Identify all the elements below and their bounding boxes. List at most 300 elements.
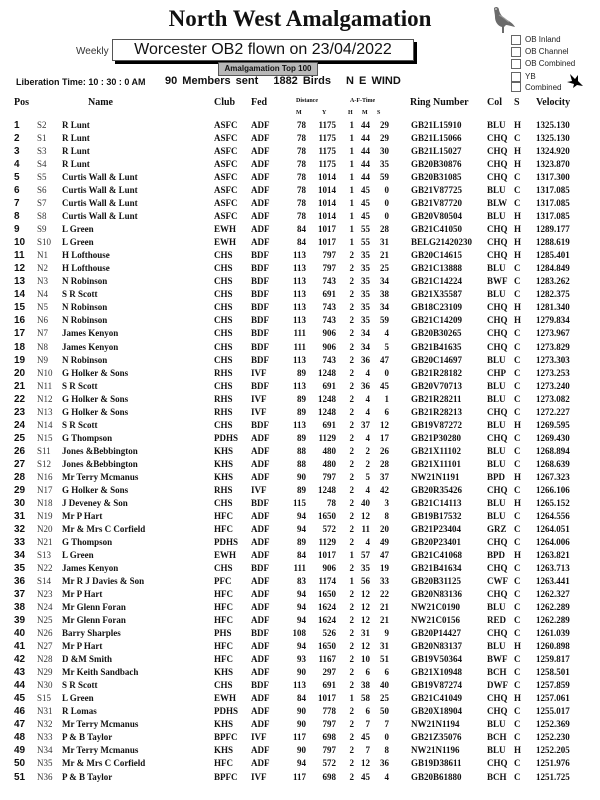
cell-sex: C <box>514 445 521 456</box>
cell-distance-miles: 89 <box>297 393 306 404</box>
cell-time-minutes: 5 <box>365 471 370 482</box>
cell-time-hours: 1 <box>349 237 354 248</box>
cell-distance-miles: 111 <box>293 328 306 339</box>
cell-position: 15 <box>14 302 26 314</box>
cell-distance-yards: 698 <box>322 771 336 782</box>
cell-position: 32 <box>14 523 26 535</box>
cell-colour: CHQ <box>487 589 508 600</box>
cell-ring-number: GB21R28182 <box>411 367 463 378</box>
cell-ring-number: GB21L15910 <box>411 120 462 130</box>
cell-time-hours: 2 <box>349 680 354 691</box>
cell-club: BPFC <box>214 771 238 782</box>
cell-club: RHS <box>214 393 233 404</box>
cell-member-name: Mr Glenn Foran <box>62 602 126 613</box>
cell-section: N34 <box>37 745 53 756</box>
cell-distance-miles: 78 <box>297 185 306 196</box>
cell-ring-number: GB19V87272 <box>411 419 463 430</box>
cell-section: N13 <box>37 406 53 417</box>
cell-time-seconds: 38 <box>380 289 389 300</box>
cell-distance-yards: 1624 <box>318 602 336 613</box>
cell-distance-yards: 480 <box>322 458 336 469</box>
cell-time-seconds: 3 <box>384 497 389 508</box>
cell-time-hours: 2 <box>349 302 354 313</box>
cell-sex: C <box>514 406 521 417</box>
cell-velocity: 1265.152 <box>536 497 570 508</box>
cell-colour: CHQ <box>487 432 508 443</box>
cell-member-name: Curtis Wall & Lunt <box>62 172 138 183</box>
table-row <box>0 380 600 393</box>
cell-time-minutes: 4 <box>365 367 370 378</box>
cell-colour: BLU <box>487 393 506 404</box>
cell-member-name: Jones &Bebbington <box>62 458 138 469</box>
cell-position: 16 <box>14 315 26 327</box>
cell-member-name: G Thompson <box>62 536 113 547</box>
cell-distance-miles: 117 <box>292 771 306 782</box>
cell-velocity: 1264.556 <box>536 510 570 521</box>
cell-velocity: 1262.289 <box>536 602 570 613</box>
cell-ring-number: GB20N83137 <box>411 641 463 652</box>
cell-ring-number: GB21X11101 <box>411 458 462 469</box>
cell-time-minutes: 31 <box>361 628 370 639</box>
checkbox-box[interactable] <box>511 59 521 69</box>
cell-time-hours: 1 <box>349 133 354 144</box>
cell-distance-miles: 90 <box>297 667 306 678</box>
cell-club: CHS <box>214 680 233 691</box>
cell-time-minutes: 35 <box>361 315 370 326</box>
cell-section: S14 <box>37 576 52 587</box>
checkbox-box[interactable] <box>511 82 521 92</box>
cell-position: 51 <box>14 771 26 783</box>
cell-time-hours: 2 <box>349 354 354 365</box>
table-row <box>0 393 600 406</box>
cell-distance-yards: 1650 <box>318 589 336 600</box>
cell-distance-yards: 1624 <box>318 615 336 626</box>
cell-colour: BWF <box>487 276 508 287</box>
cell-distance-miles: 78 <box>297 172 306 183</box>
cell-time-seconds: 34 <box>380 302 389 313</box>
table-row <box>0 744 600 757</box>
cell-time-hours: 2 <box>349 602 354 613</box>
cell-section: S6 <box>37 185 47 196</box>
cell-section: N25 <box>37 615 53 626</box>
cell-colour: BLU <box>487 497 506 508</box>
cell-ring-number: GB21L15066 <box>411 133 462 144</box>
race-title-box: Worcester OB2 flown on 23/04/2022 <box>112 39 414 61</box>
cell-club: ASFC <box>214 211 238 222</box>
cell-time-seconds: 0 <box>384 211 389 222</box>
cell-club: KHS <box>214 471 234 482</box>
cell-section: N23 <box>37 589 53 600</box>
cell-section: N11 <box>37 380 53 391</box>
cell-ring-number: GB21P30280 <box>411 432 462 443</box>
cell-time-seconds: 30 <box>380 146 389 157</box>
cell-time-minutes: 45 <box>361 211 370 222</box>
cell-club: HFC <box>214 758 233 769</box>
cell-velocity: 1268.639 <box>536 458 570 469</box>
cell-member-name: G Holker & Sons <box>62 484 129 495</box>
result-label: Amalgamation Top 100 <box>218 62 318 76</box>
cell-distance-miles: 89 <box>297 367 306 378</box>
cell-ring-number: GB21B41634 <box>411 563 462 574</box>
cell-member-name: S R Scott <box>62 289 98 300</box>
cell-sex: C <box>514 719 521 730</box>
cell-federation: ADF <box>251 693 270 704</box>
cell-sex: H <box>514 549 522 560</box>
table-row <box>0 549 600 562</box>
cell-member-name: R Lomas <box>62 706 97 717</box>
checkbox-ob-combined[interactable] <box>511 58 575 69</box>
cell-time-minutes: 55 <box>361 224 370 235</box>
cell-ring-number: GB20P23401 <box>411 536 462 547</box>
cell-distance-yards: 1174 <box>318 576 336 587</box>
cell-distance-miles: 84 <box>297 224 306 235</box>
cell-velocity: 1266.106 <box>536 484 570 495</box>
cell-club: RHS <box>214 367 233 378</box>
cell-member-name: S R Scott <box>62 680 98 691</box>
cell-sex: C <box>514 289 521 300</box>
cell-club: CHS <box>214 276 233 287</box>
cell-member-name: R Lunt <box>62 133 90 144</box>
cell-federation: ADF <box>251 185 270 196</box>
cell-velocity: 1317.085 <box>536 198 570 209</box>
cell-colour: CHQ <box>487 133 508 144</box>
header-distance-y: Y <box>322 110 327 116</box>
cell-time-hours: 2 <box>349 263 354 274</box>
table-row <box>0 705 600 718</box>
cell-distance-miles: 94 <box>297 615 306 626</box>
cell-distance-miles: 113 <box>292 289 306 300</box>
cell-federation: ADF <box>251 758 270 769</box>
cell-colour: BCH <box>487 732 507 743</box>
cell-section: N7 <box>37 328 48 339</box>
cell-time-seconds: 36 <box>380 758 389 769</box>
cell-colour: CHQ <box>487 302 508 313</box>
cell-colour: BPD <box>487 471 505 482</box>
cell-velocity: 1261.039 <box>536 628 570 639</box>
cell-time-hours: 2 <box>349 719 354 730</box>
cell-colour: CHQ <box>487 484 508 495</box>
cell-member-name: Mr Terry Mcmanus <box>62 719 139 730</box>
cell-distance-miles: 113 <box>292 354 306 365</box>
cell-time-minutes: 36 <box>361 380 370 391</box>
cell-time-minutes: 45 <box>361 198 370 209</box>
cell-colour: BCH <box>487 667 507 678</box>
cell-time-seconds: 45 <box>380 380 389 391</box>
cell-position: 48 <box>14 732 26 744</box>
cell-time-seconds: 29 <box>380 120 389 130</box>
cell-federation: ADF <box>251 237 270 248</box>
cell-time-hours: 2 <box>349 276 354 287</box>
cell-section: S2 <box>37 120 47 130</box>
cell-section: N19 <box>37 510 53 521</box>
cell-club: KHS <box>214 667 234 678</box>
cell-club: PDHS <box>214 536 239 547</box>
cell-federation: BDF <box>251 354 269 365</box>
cell-time-minutes: 34 <box>361 341 370 352</box>
cell-time-hours: 1 <box>349 693 354 704</box>
cell-colour: BLU <box>487 211 506 222</box>
cell-velocity: 1325.130 <box>536 133 570 144</box>
cell-velocity: 1258.501 <box>536 667 570 678</box>
cell-distance-miles: 84 <box>297 693 306 704</box>
cell-position: 8 <box>14 211 20 223</box>
cell-colour: BWF <box>487 654 508 665</box>
cell-time-hours: 2 <box>349 641 354 652</box>
cell-distance-miles: 78 <box>297 133 306 144</box>
cell-section: N29 <box>37 667 53 678</box>
cell-section: N27 <box>37 641 53 652</box>
cell-time-seconds: 25 <box>380 693 389 704</box>
cell-member-name: James Kenyon <box>62 341 119 352</box>
cell-distance-yards: 698 <box>322 732 336 743</box>
table-row <box>0 341 600 354</box>
cell-section: N6 <box>37 315 48 326</box>
cell-ring-number: GB20C14615 <box>411 250 463 261</box>
cell-time-minutes: 12 <box>361 602 370 613</box>
cell-member-name: Mr & Mrs C Corfield <box>62 758 146 769</box>
cell-colour: BLU <box>487 458 506 469</box>
cell-time-minutes: 35 <box>361 276 370 287</box>
table-row <box>0 145 600 158</box>
cell-sex: H <box>514 745 522 756</box>
cell-time-hours: 1 <box>349 185 354 196</box>
cell-velocity: 1317.300 <box>536 172 570 183</box>
cell-federation: ADF <box>251 523 270 534</box>
table-row <box>0 562 600 575</box>
cell-distance-yards: 78 <box>327 497 336 508</box>
cell-ring-number: GB19V50364 <box>411 654 463 665</box>
cell-time-seconds: 49 <box>380 536 389 547</box>
cell-time-minutes: 12 <box>361 510 370 521</box>
cell-time-seconds: 42 <box>380 484 389 495</box>
cell-time-minutes: 35 <box>361 302 370 313</box>
cell-distance-miles: 113 <box>292 276 306 287</box>
cell-velocity: 1268.894 <box>536 445 570 456</box>
cell-velocity: 1251.725 <box>536 771 570 782</box>
cell-velocity: 1262.289 <box>536 615 570 626</box>
cell-federation: ADF <box>251 159 270 170</box>
cell-time-minutes: 6 <box>365 706 370 717</box>
cell-colour: CHQ <box>487 536 508 547</box>
cell-velocity: 1325.130 <box>536 120 570 130</box>
cell-time-seconds: 1 <box>384 393 389 404</box>
cell-time-hours: 2 <box>349 484 354 495</box>
cell-distance-yards: 1014 <box>318 211 336 222</box>
cell-ring-number: GB20B30876 <box>411 159 462 170</box>
checkbox-box[interactable] <box>511 72 521 82</box>
cell-position: 12 <box>14 263 26 275</box>
cell-member-name: Curtis Wall & Lunt <box>62 185 138 196</box>
cell-velocity: 1317.085 <box>536 211 570 222</box>
cell-position: 6 <box>14 185 20 197</box>
cell-section: N2 <box>37 263 48 274</box>
cell-position: 21 <box>14 380 26 392</box>
cell-position: 37 <box>14 589 26 601</box>
header-aftime: A-F-Time <box>350 98 376 104</box>
cell-velocity: 1269.595 <box>536 419 570 430</box>
cell-distance-yards: 1650 <box>318 641 336 652</box>
cell-colour: CHQ <box>487 146 508 157</box>
cell-position: 13 <box>14 276 26 288</box>
checkbox-ob-channel[interactable] <box>511 46 575 57</box>
table-row <box>0 262 600 275</box>
table-row <box>0 458 600 471</box>
cell-ring-number: GB19D38611 <box>411 758 462 769</box>
cell-club: KHS <box>214 719 234 730</box>
report-title: North West Amalgamation <box>168 6 432 31</box>
cell-sex: C <box>514 367 521 378</box>
cell-ring-number: GB21C41068 <box>411 549 463 560</box>
cell-ring-number: GB21X35587 <box>411 289 463 300</box>
cell-distance-miles: 89 <box>297 432 306 443</box>
cell-section: N15 <box>37 432 53 443</box>
cell-ring-number: GB21R28213 <box>411 406 463 417</box>
cell-sex: C <box>514 667 521 678</box>
table-row <box>0 771 600 784</box>
cell-federation: ADF <box>251 432 270 443</box>
cell-distance-yards: 691 <box>322 380 336 391</box>
cell-time-seconds: 31 <box>380 237 389 248</box>
cell-colour: CHQ <box>487 706 508 717</box>
cell-federation: ADF <box>251 706 270 717</box>
cell-colour: BLU <box>487 120 506 130</box>
cell-distance-miles: 78 <box>297 198 306 209</box>
cell-distance-yards: 778 <box>322 706 336 717</box>
cell-distance-yards: 906 <box>322 341 336 352</box>
cell-distance-yards: 1175 <box>318 159 336 170</box>
cell-member-name: N Robinson <box>62 302 108 313</box>
cell-position: 17 <box>14 328 26 340</box>
cell-club: PHS <box>214 628 232 639</box>
cell-federation: ADF <box>251 224 270 235</box>
cell-time-hours: 2 <box>349 315 354 326</box>
cell-federation: ADF <box>251 667 270 678</box>
cell-federation: ADF <box>251 745 270 756</box>
cell-colour: CHQ <box>487 250 508 261</box>
cell-club: CHS <box>214 341 233 352</box>
cell-distance-miles: 78 <box>297 211 306 222</box>
cell-club: KHS <box>214 458 234 469</box>
cell-club: ASFC <box>214 172 238 183</box>
cell-colour: BLU <box>487 510 506 521</box>
cell-section: N26 <box>37 628 53 639</box>
cell-time-minutes: 35 <box>361 563 370 574</box>
cell-club: EWH <box>214 693 237 704</box>
cell-colour: BLU <box>487 354 506 365</box>
cell-member-name: N Robinson <box>62 276 108 287</box>
cell-federation: BDF <box>251 276 269 287</box>
cell-section: S15 <box>37 693 52 704</box>
pigeon-icon <box>489 5 515 35</box>
cell-federation: ADF <box>251 615 270 626</box>
cell-distance-miles: 90 <box>297 719 306 730</box>
cell-ring-number: GB21R28211 <box>411 393 462 404</box>
cell-club: HFC <box>214 589 233 600</box>
cell-member-name: Jones &Bebbington <box>62 445 138 456</box>
cell-velocity: 1263.441 <box>536 576 570 587</box>
cell-time-hours: 2 <box>349 328 354 339</box>
cell-distance-miles: 117 <box>292 732 306 743</box>
cell-federation: BDF <box>251 497 269 508</box>
cell-time-seconds: 21 <box>380 615 389 626</box>
cell-position: 1 <box>14 120 20 131</box>
cell-ring-number: GB21X10948 <box>411 667 463 678</box>
cell-club: PFC <box>214 576 232 587</box>
cell-federation: BDF <box>251 341 269 352</box>
cell-velocity: 1273.303 <box>536 354 570 365</box>
cell-colour: CHQ <box>487 406 508 417</box>
cell-sex: H <box>514 641 522 652</box>
cell-time-minutes: 2 <box>365 445 370 456</box>
cell-time-seconds: 40 <box>380 680 389 691</box>
cell-time-seconds: 34 <box>380 276 389 287</box>
cell-distance-miles: 89 <box>297 536 306 547</box>
checkbox-box[interactable] <box>511 47 521 57</box>
cell-position: 42 <box>14 654 26 666</box>
cell-time-minutes: 6 <box>365 667 370 678</box>
cell-sex: C <box>514 758 521 769</box>
cell-sex: H <box>514 250 522 261</box>
cell-time-hours: 2 <box>349 706 354 717</box>
cell-colour: BLU <box>487 445 506 456</box>
cell-distance-yards: 297 <box>322 667 336 678</box>
cell-position: 22 <box>14 393 26 405</box>
cell-colour: BLU <box>487 641 506 652</box>
cell-federation: IVF <box>251 367 267 378</box>
table-row <box>0 718 600 731</box>
cell-time-seconds: 22 <box>380 589 389 600</box>
cell-time-seconds: 6 <box>384 667 389 678</box>
cell-sex: H <box>514 159 522 170</box>
cell-ring-number: GB20B31085 <box>411 172 462 183</box>
cell-federation: BDF <box>251 315 269 326</box>
cell-time-hours: 2 <box>349 419 354 430</box>
cell-sex: C <box>514 654 521 665</box>
cell-time-hours: 2 <box>349 563 354 574</box>
cell-time-hours: 1 <box>349 159 354 170</box>
cell-federation: ADF <box>251 641 270 652</box>
cell-ring-number: NW21N1191 <box>411 471 460 482</box>
cell-sex: H <box>514 471 522 482</box>
cell-ring-number: NW21C0156 <box>411 615 460 626</box>
cell-position: 50 <box>14 758 26 770</box>
checkbox-label: YB <box>525 72 536 81</box>
cell-ring-number: GB20B30265 <box>411 328 462 339</box>
cell-sex: C <box>514 198 521 209</box>
cell-club: ASFC <box>214 133 238 144</box>
cell-federation: ADF <box>251 120 270 130</box>
header-aftime-s: S <box>377 110 381 116</box>
cell-position: 46 <box>14 706 26 718</box>
cell-position: 23 <box>14 406 26 418</box>
cell-member-name: H Lofthouse <box>62 250 110 261</box>
header-aftime-h: H <box>348 110 353 116</box>
cell-colour: BCH <box>487 771 507 782</box>
checkbox-label: OB Inland <box>525 35 561 44</box>
cell-distance-yards: 1248 <box>318 367 336 378</box>
cell-colour: CWF <box>487 576 508 587</box>
cell-distance-miles: 113 <box>292 263 306 274</box>
checkbox-ob-inland[interactable] <box>511 34 575 45</box>
checkbox-box[interactable] <box>511 35 521 45</box>
flying-bird-icon <box>566 72 584 90</box>
header-pos: Pos <box>14 97 29 108</box>
cell-federation: ADF <box>251 654 270 665</box>
cell-section: N14 <box>37 419 53 430</box>
cell-distance-yards: 1175 <box>318 146 336 157</box>
cell-time-minutes: 45 <box>361 185 370 196</box>
cell-member-name: J Deveney & Son <box>62 497 128 508</box>
